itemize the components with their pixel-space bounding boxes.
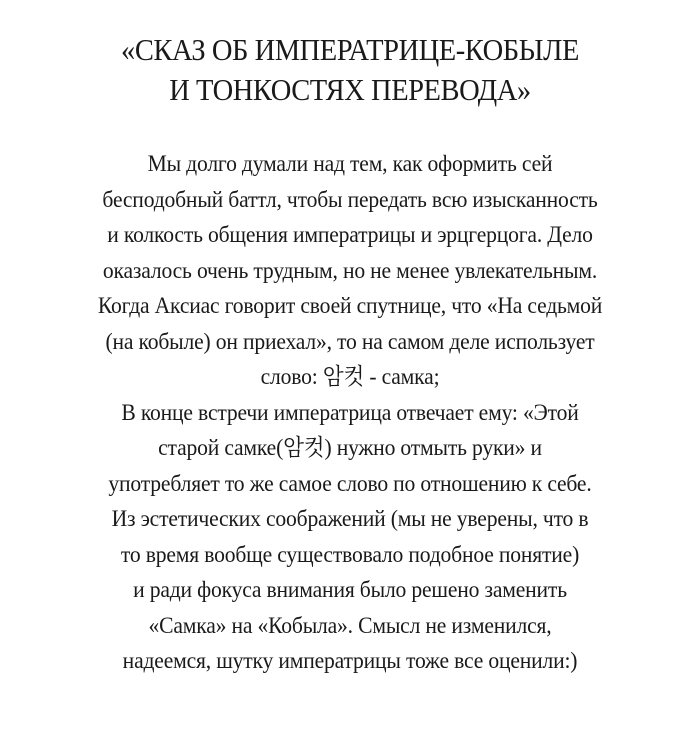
note-body-line: (на кобыле) он приехал», то на самом деле использует	[105, 328, 595, 354]
note-title-line: И ТОНКОСТЯХ ПЕРЕВОДА»	[169, 72, 531, 107]
note-body-line: то время вообще существовало подобное понятие)	[120, 541, 580, 567]
note-body-line: слово: 암컷 - самка;	[260, 364, 440, 389]
note-body-line: и колкость общения императрицы и эрцгерцога. Дело	[107, 222, 593, 247]
note-title	[45, 30, 656, 110]
note-body-line: старой самке(암컷) нужно отмыть руки» и	[158, 435, 542, 460]
note-body-line: бесподобный баттл, чтобы передать всю изысканность	[102, 186, 598, 212]
note-title-line: «СКАЗ ОБ ИМПЕРАТРИЦЕ-КОБЫЛЕ	[121, 32, 579, 67]
note-body-line: Когда Аксиас говорит своей спутнице, что «На седьмой	[97, 293, 603, 318]
note-body-line: В конце встречи императрица отвечает ему: «Этой	[121, 399, 579, 425]
note-body-line: «Самка» на «Кобыла». Смысл не изменился,	[148, 612, 552, 638]
note-body-line: Мы долго думали над тем, как оформить сей	[147, 151, 553, 176]
note-body-line: оказалось очень трудным, но не менее увлекательным.	[102, 257, 598, 283]
note-body-line: употребляет то же самое слово по отношению к себе.	[108, 470, 592, 496]
note-body	[38, 146, 662, 679]
note-body-line: Из эстетических соображений (мы не уверены, что в	[111, 506, 589, 531]
note-body-line: и ради фокуса внимания было решено заменить	[133, 577, 567, 602]
note-body-line: надеемся, шутку императрицы тоже все оценили:)	[122, 648, 578, 673]
